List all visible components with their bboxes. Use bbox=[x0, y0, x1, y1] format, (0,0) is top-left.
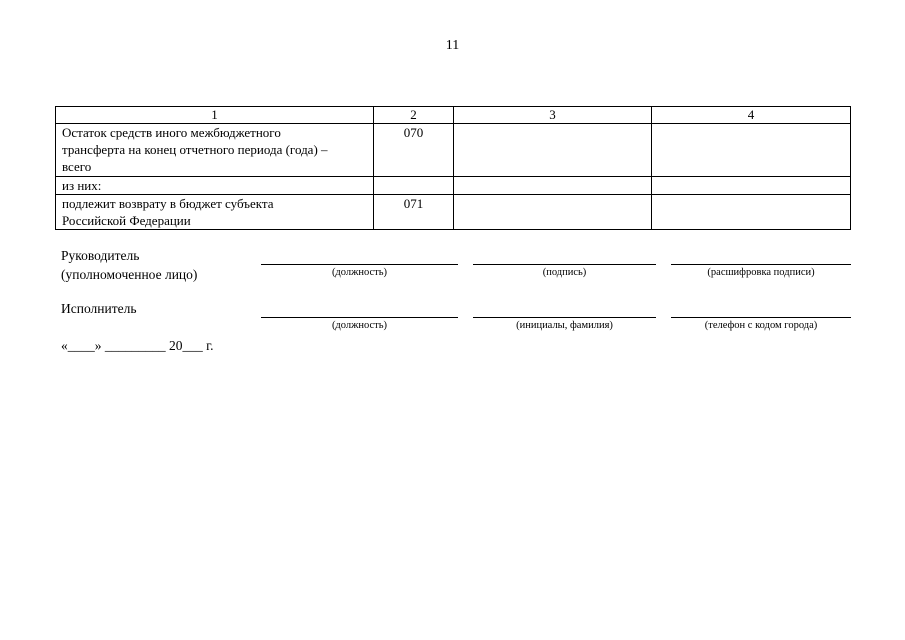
value-cell bbox=[454, 124, 652, 177]
value-cell bbox=[454, 177, 652, 195]
row-label: Остаток средств иного межбюджетного трансферта на конец отчетного периода (года) – всего bbox=[56, 124, 374, 177]
page-number: 11 bbox=[445, 38, 460, 53]
row-code: 070 bbox=[374, 124, 454, 177]
value-cell bbox=[454, 195, 652, 230]
executor-name-line[interactable] bbox=[473, 317, 656, 318]
row-label: подлежит возврату в бюджет субъекта Российской Федерации bbox=[56, 195, 374, 230]
head-signature-caption: (подпись) bbox=[542, 267, 587, 278]
row-code: 071 bbox=[374, 195, 454, 230]
row-label: из них: bbox=[56, 177, 374, 195]
executor-label: Исполнитель bbox=[61, 301, 137, 316]
executor-name-caption: (инициалы, фамилия) bbox=[516, 320, 613, 331]
head-sublabel: (уполномоченное лицо) bbox=[61, 267, 198, 282]
head-position-caption: (должность) bbox=[331, 267, 388, 278]
column-header: 4 bbox=[652, 107, 851, 124]
head-name-caption: (расшифровка подписи) bbox=[707, 267, 815, 278]
executor-phone-line[interactable] bbox=[671, 317, 851, 318]
row-code bbox=[374, 177, 454, 195]
value-cell bbox=[652, 195, 851, 230]
table-header-row bbox=[56, 107, 851, 124]
head-name-line[interactable] bbox=[671, 264, 851, 265]
date-line: «____» _________ 20___ г. bbox=[61, 338, 214, 353]
executor-position-line[interactable] bbox=[261, 317, 458, 318]
column-header: 1 bbox=[56, 107, 374, 124]
table-row bbox=[56, 124, 851, 177]
table-row bbox=[56, 195, 851, 230]
report-table bbox=[55, 106, 851, 230]
table-row bbox=[56, 177, 851, 195]
value-cell bbox=[652, 177, 851, 195]
head-signature-line[interactable] bbox=[473, 264, 656, 265]
column-header: 3 bbox=[454, 107, 652, 124]
head-label: Руководитель bbox=[61, 248, 140, 263]
executor-position-caption: (должность) bbox=[331, 320, 388, 331]
value-cell bbox=[652, 124, 851, 177]
executor-phone-caption: (телефон с кодом города) bbox=[704, 320, 818, 331]
head-position-line[interactable] bbox=[261, 264, 458, 265]
column-header: 2 bbox=[374, 107, 454, 124]
